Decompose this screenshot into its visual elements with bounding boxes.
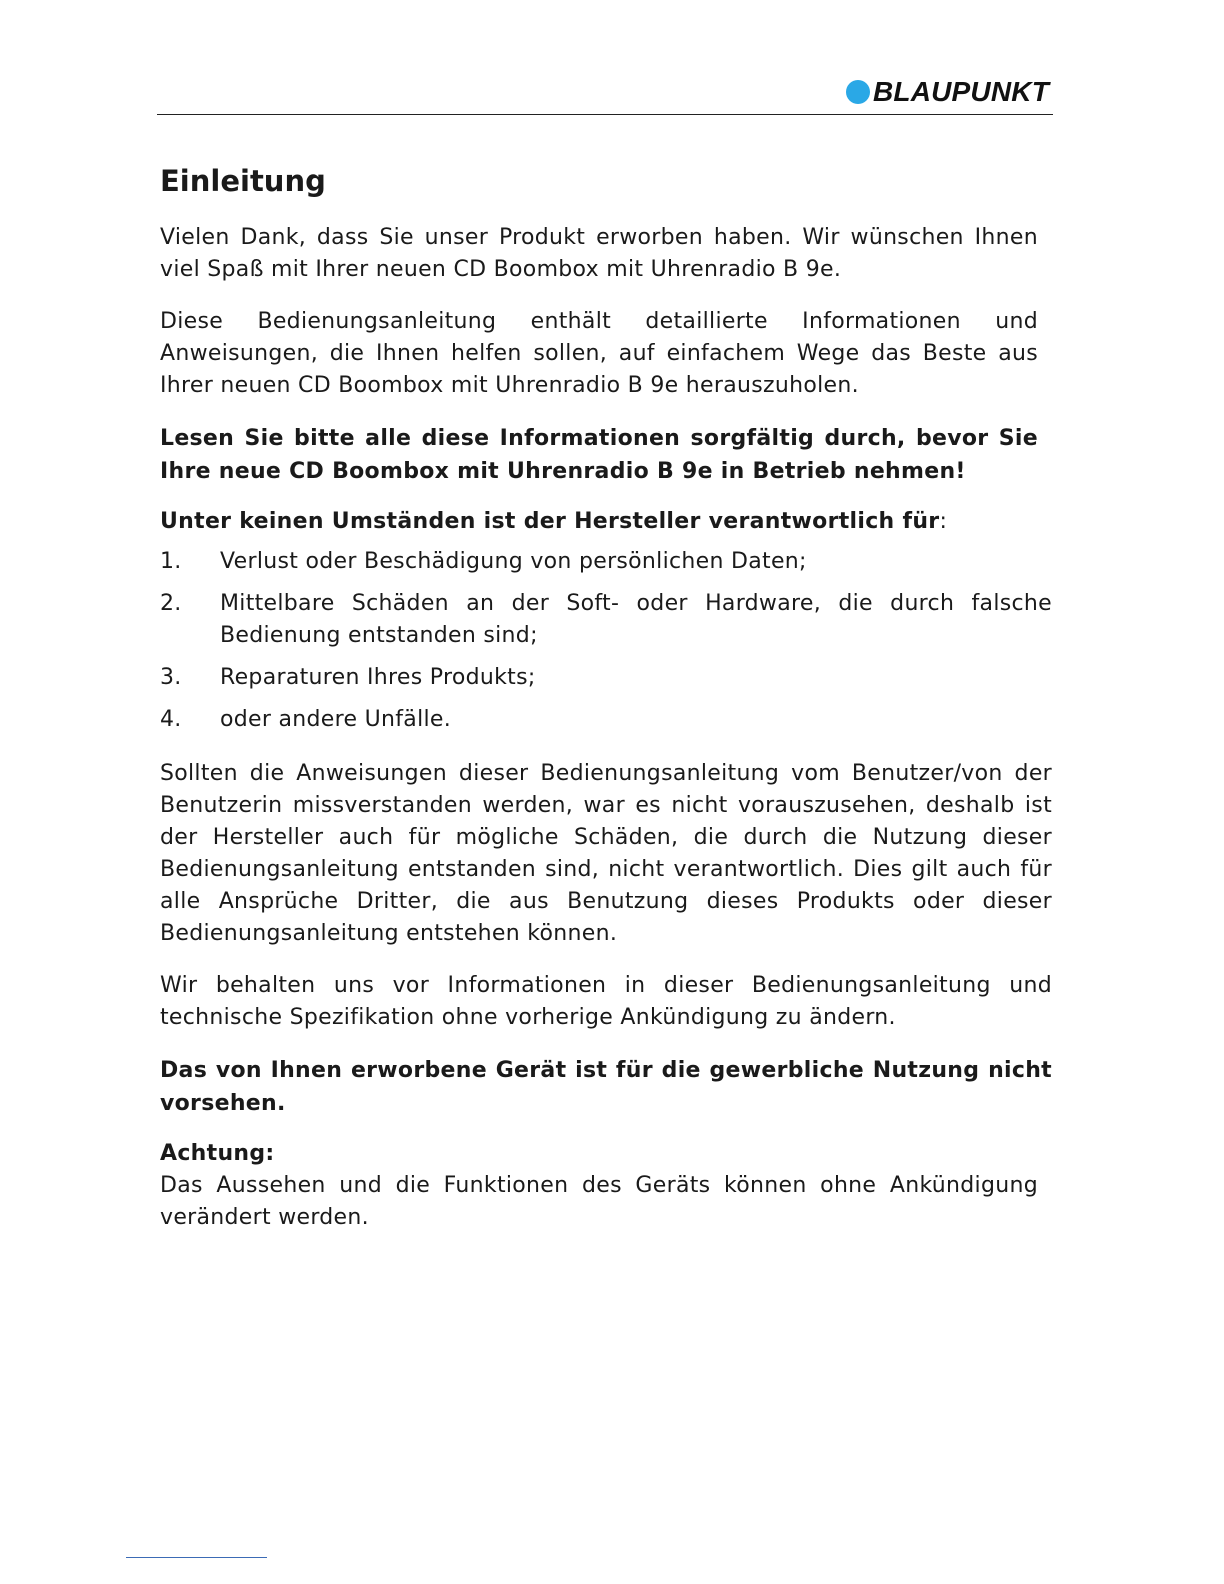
- list-item: [160, 546, 1052, 578]
- brand-name: BLAUPUNKT: [872, 76, 1049, 107]
- liability-list: [160, 546, 1052, 736]
- manual-description-paragraph: Diese Bedienungsanleitung enthält detaillierte Informationen und Anweisungen, die Ihnen helfen sollen, auf einfachem Wege das Beste aus Ihrer neuen CD Boombox mit Uhrenradio B 9e herauszuholen.: [160, 309, 1038, 398]
- list-item-number: 3.: [160, 665, 182, 690]
- list-item-text: Reparaturen Ihres Produkts;: [220, 665, 536, 690]
- blue-dot-logo-icon: [846, 80, 870, 104]
- list-item-text: oder andere Unfälle.: [220, 707, 452, 732]
- page-header: [157, 70, 1053, 115]
- attention-heading: Achtung:: [160, 1141, 275, 1166]
- attention-text: Das Aussehen und die Funktionen des Geräts können ohne Ankündigung verändert werden.: [160, 1173, 1038, 1230]
- read-carefully-warning: Lesen Sie bitte alle diese Informationen sorgfältig durch, bevor Sie Ihre neue CD Boombox mit Uhrenradio B 9e in Betrieb nehmen!: [160, 426, 1038, 484]
- list-item: [160, 662, 1052, 694]
- page-title: Einleitung: [160, 164, 326, 198]
- footer-divider: [126, 1557, 267, 1558]
- disclaimer-paragraph: Sollten die Anweisungen dieser Bedienungsanleitung vom Benutzer/von der Benutzerin missverstanden werden, war es nicht vorauszusehen, deshalb ist der Hersteller auch für mögliche Schäden, die durch die Nutzung dieser Bedienungsanleitung entstanden sind, nicht verantwortlich. Dies gilt auch für alle Ansprüche Dritter, die aus Benutzung dieses Produkts oder dieser Bedienungsanleitung entstehen können.: [160, 761, 1052, 946]
- list-item-number: 2.: [160, 591, 182, 616]
- list-item: [160, 704, 1052, 736]
- list-item: [160, 588, 1052, 652]
- intro-paragraph: Vielen Dank, dass Sie unser Produkt erworben haben. Wir wünschen Ihnen viel Spaß mit Ihrer neuen CD Boombox mit Uhrenradio B 9e.: [160, 225, 1038, 282]
- list-item-number: 4.: [160, 707, 182, 732]
- liability-heading-colon: :: [939, 509, 948, 534]
- liability-heading-text: Unter keinen Umständen ist der Hersteller verantwortlich für: [160, 509, 940, 534]
- list-item-text: Verlust oder Beschädigung von persönlichen Daten;: [220, 549, 807, 574]
- commercial-use-notice: Das von Ihnen erworbene Gerät ist für die gewerbliche Nutzung nicht vorsehen.: [160, 1058, 1052, 1116]
- liability-list-heading: [160, 506, 1052, 538]
- list-item-text: Mittelbare Schäden an der Soft- oder Hardware, die durch falsche Bedienung entstanden sind;: [220, 591, 1052, 648]
- list-item-number: 1.: [160, 549, 182, 574]
- brand-logo: [846, 78, 1049, 106]
- document-body: [160, 158, 1052, 1254]
- specification-change-paragraph: Wir behalten uns vor Informationen in dieser Bedienungsanleitung und technische Spezifikation ohne vorherige Ankündigung zu ändern.: [160, 973, 1052, 1030]
